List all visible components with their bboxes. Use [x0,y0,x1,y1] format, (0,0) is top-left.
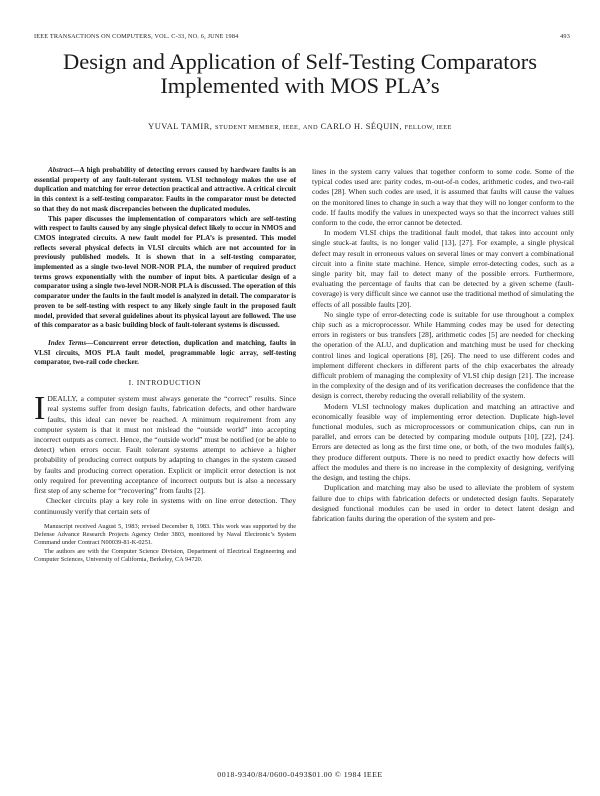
right-paragraph-5: Duplication and matching may also be used to alleviate the problem of system failure due to chips with fabrication defects or undetected design faults. Separately designed functional modules can be used in order to detect latent design and fabrication faults during the operation of the system and pre- [312,483,574,523]
running-head [34,33,570,43]
page-number: 493 [560,33,570,40]
author-2-role: FELLOW, IEEE [404,124,452,131]
abstract-text-1: A high probability of detecting errors caused by hardware faults is an essential property of any fault-tolerant system. VLSI technology makes the use of duplication and matching for error detection practical and attractive. A critical circuit in this context is a self-testing comparator. Faults in the comparator must be detected so that they do not mask discrepancies between the duplicated modules. [34,166,296,213]
index-terms [34,339,296,368]
author-2: CARLO H. SÉQUIN, [320,122,403,131]
paper-title [0,50,600,98]
right-paragraph-1: lines in the system carry values that together conform to some code. Some of the typical codes used are: parity codes, m-out-of-n codes, arithmetic codes, and two-rail codes [28]. When such codes are used, it is assumed that faults will cause the values on the monitored lines to change in such a way that they will no longer conform to the code. If faults modify the values in unexpected ways so that the incorrect values still conform to the code, the error cannot be detected. [312,167,574,228]
footnote [34,523,296,564]
footnote-manuscript: Manuscript received August 5, 1983; revised December 8, 1983. This work was supported by the Defense Advance Research Projects Agency Order 3803, monitored by Naval Electronic’s System Command under Contract N00039-81-K-0251. [34,522,296,547]
title-line-1: Design and Application of Self-Testing Comparators [63,49,537,74]
right-paragraph-3: No single type of error-detecting code is suitable for use throughout a complex chip such as a microprocessor. While Hamming codes may be used for detecting errors in registers or bus transfers [28], arithmetic codes [5] are needed for checking the operation of the ALU, and duplication and matching must be used for checking control lines and logical operations [8], [26]. The need to use different codes and implement different checkers in different parts of the chip exacerbates the already difficult problem of managing the complexity of VLSI chip design [21]. The increase in the complexity of the design and of its verification decreases the confidence that the design is correct, thereby reducing the overall reliability of the system. [312,309,574,401]
drop-cap: I [34,390,46,428]
author-1: YUVAL TAMIR, [148,122,213,131]
title-line-2: Implemented with MOS PLA’s [160,73,440,98]
intro-paragraph-2: Checker circuits play a key role in systems with on line error detection. They continuously verify that certain sets of [34,496,296,516]
section-heading-introduction: I. INTRODUCTION [128,378,202,388]
abstract-paragraph-2: This paper discusses the implementation of comparators which are self-testing with respect to faults caused by any single physical defect likely to occur in NMOS and CMOS integrated circuits. A new fault model for PLA’s is presented. This model reflects several physical defects in VLSI circuits which are not accounted for in previously published models. It is shown that in a self-testing comparator, implemented as a single two-level NOR-NOR PLA, the number of required product terms grows exponentially with the number of input bits. A particular design of a comparator using a single two-level NOR-NOR PLA is discussed. The operation of this comparator under the faults in the fault model is analyzed in detail. The comparator is proven to be self-testing with respect to any likely single fault in the proposed fault model, provided that several guidelines about its physical layout are followed. The use of this comparator as a basic building block of fault-tolerant systems is discussed. [34,214,296,330]
abstract-paragraph-1 [34,166,296,215]
author-and: AND [302,124,318,131]
footnote-affiliation: The authors are with the Computer Science Division, Department of Electrical Engineering and Computer Sciences, University of California, Berkeley, CA 94720. [34,547,296,563]
left-column [34,166,296,564]
journal-header: IEEE TRANSACTIONS ON COMPUTERS, VOL. C-33, NO. 6, JUNE 1984 [34,33,239,40]
right-column [312,167,574,524]
abstract-label: Abstract— [48,166,80,174]
right-paragraph-2: In modern VLSI chips the traditional fault model, that takes into account only single stuck-at faults, is no longer valid [13], [27]. For example, a single physical defect may result in erroneous values on several lines or may convert a combinational circuit into a finite state machine. Hence, simple error-detecting codes, such as a single parity bit, may fail to detect many of the possible errors. Furthermore, evaluating the percentage of faults that can be detected by a given scheme (fault-coverage) is very difficult since we cannot use the traditional method of simulating the effects of all possible faults [20]. [312,228,574,309]
index-terms-label: Index Terms— [48,338,94,347]
intro-text-1: DEALLY, a computer system must always generate the “correct” results. Since real systems suffer from design faults, fabrication defects, and other hardware faults, this ideal can never be reached. A minimum requirement from any computer system is that it must not mislead the “outside world” into accepting incorrect outputs as correct. Hence, the “outside world” must be notified (or be able to detect) when errors occur. Fault tolerant systems attempt to achieve a higher probability of producing correct outputs by adapting to changes in the system caused by faults and producing correct operation. Explicit or implicit error detection is not only required for preventing acceptance of incorrect outputs but is also a necessary first step of any scheme for “recovering” from faults [2]. [34,394,296,496]
copyright-line: 0018-9340/84/0600-0493$01.00 © 1984 IEEE [217,770,383,779]
right-paragraph-4: Modern VLSI technology makes duplication and matching an attractive and economically feasible way of implementing error detection. Duplicate high-level functional modules, such as microprocessors or communication chips, can run in parallel, and errors can be detected by comparing module outputs [10], [22], [24]. Errors are detected as long as the first time one, or both, of the two modules fail(s), they produce different outputs. There is no need to predict exactly how defects will affect the modules and there is no increase in the complexity of designing, verifying the design, and testing the chips. [312,401,574,483]
index-terms-text: Concurrent error detection, duplication and matching, faults in VLSI circuits, MOS PLA fault model, programmable logic array, self-testing comparator, two-rail code checker. [34,338,297,367]
introduction-body [34,390,296,516]
author-line [0,122,600,131]
author-1-role: STUDENT MEMBER, IEEE, [215,124,301,131]
intro-paragraph-1 [34,390,296,496]
abstract [34,166,296,331]
